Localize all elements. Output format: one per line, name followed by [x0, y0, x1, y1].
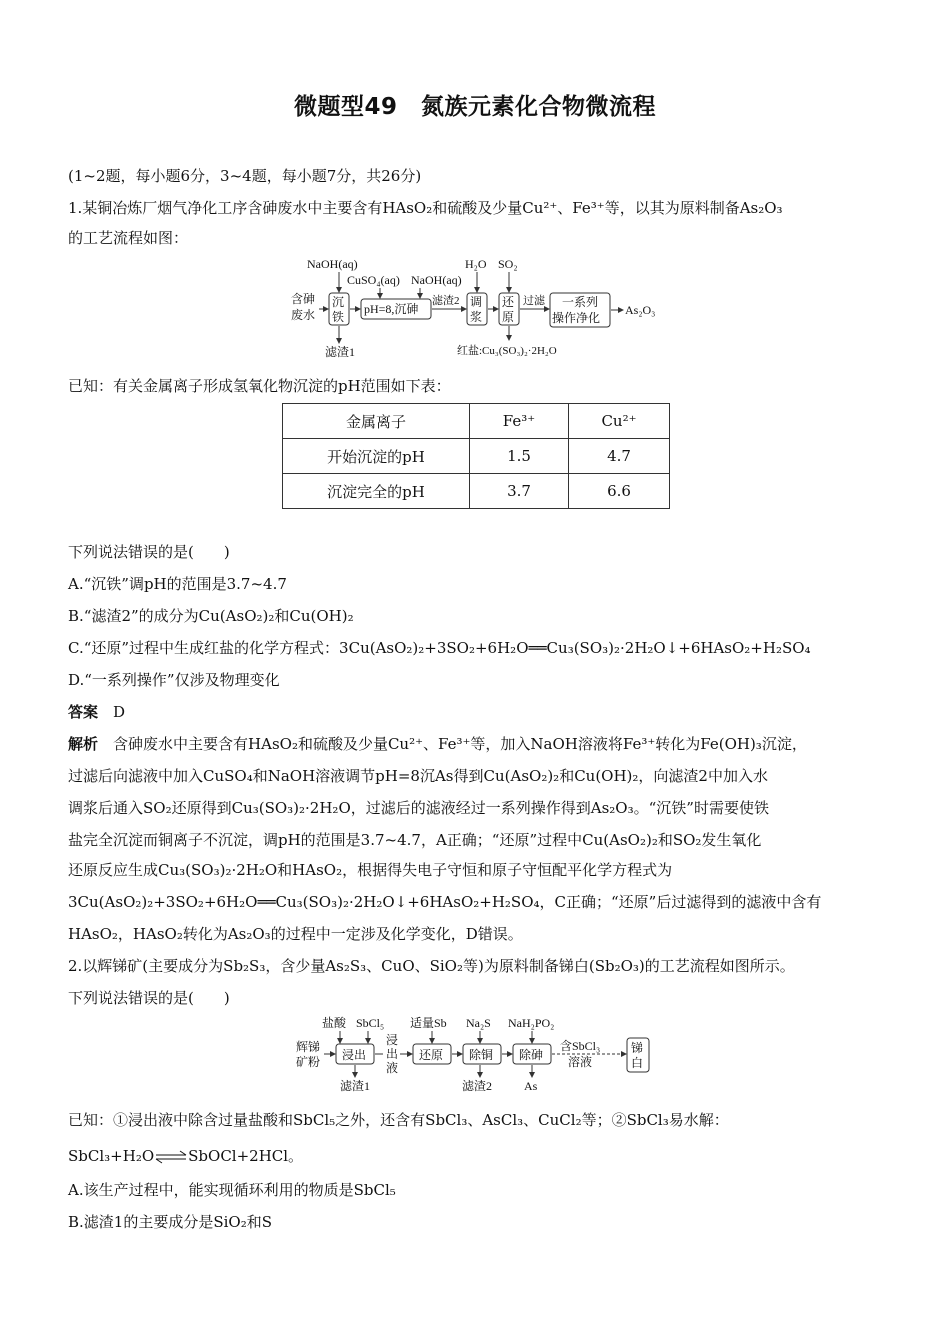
table-cell: 沉淀完全的pH [283, 474, 470, 509]
q2-reagent-sb: 适量Sb [410, 1016, 447, 1030]
q1-analysis-line: 还原反应生成Cu₃(SO₃)₂·2H₂O和HAsO₂，根据得失电子守恒和原子守恒配平化学方程式为 [68, 861, 673, 879]
q2-residue-as: As [524, 1079, 538, 1093]
q2-reagent-na2s: Na₂S [466, 1016, 491, 1030]
q1-reagent-naoh-1: NaOH(aq) [307, 257, 358, 271]
table-cell: 开始沉淀的pH [283, 439, 470, 474]
q2-known-line1: 已知：①浸出液中除含过量盐酸和SbCl₅之外，还含有SbCl₃、AsCl₃、CuCl₂等；②SbCl₃易水解： [68, 1111, 729, 1129]
q1-stem-line1: 1.某铜冶炼厂烟气净化工序含砷废水中主要含有HAsO₂和硫酸及少量Cu²⁺、Fe³⁺等，以其为原料制备As₂O₃ [68, 199, 783, 217]
q2-option-b: B.滤渣1的主要成分是SiO₂和S [68, 1213, 272, 1231]
q1-red-salt: 红盐:Cu₃(SO₃)₂·2H₂O [457, 345, 557, 357]
q2-residue2: 滤渣2 [462, 1079, 493, 1093]
q2-equilibrium-equation [68, 1146, 303, 1166]
q1-box-chentie-1: 沉 [332, 295, 345, 309]
q1-reagent-naoh-2: NaOH(aq) [411, 273, 462, 287]
equilibrium-arrow-icon [154, 1150, 188, 1164]
eq-left: SbCl₃+H₂O [68, 1147, 155, 1165]
q1-product: As₂O₃ [625, 303, 656, 317]
q1-option-a: A.“沉铁”调pH的范围是3.7~4.7 [68, 575, 287, 593]
ph-table [282, 403, 670, 509]
q1-option-d: D.“一系列操作”仅涉及物理变化 [68, 671, 280, 689]
q2-mid-3: 液 [386, 1061, 399, 1075]
q1-box-tiaojiang-1: 调 [470, 295, 483, 309]
q1-analysis-line: 3Cu(AsO₂)₂+3SO₂+6H₂O══Cu₃(SO₃)₂·2H₂O↓+6HAsO₂+H₂SO₄，C正确；“还原”后过滤得到的滤液中含有 [68, 893, 822, 911]
q2-stem-line1: 2.以辉锑矿(主要成分为Sb₂S₃，含少量As₂S₃、CuO、SiO₂等)为原料制备锑白(Sb₂O₃)的工艺流程如图所示。 [68, 957, 795, 975]
q2-mid-sbcl3-1: 含SbCl₃ [560, 1039, 601, 1053]
q1-stem-line2: 的工艺流程如图： [68, 229, 189, 247]
q1-reagent-so2: SO₂ [498, 257, 518, 271]
q1-box-huanyuan-1: 还 [502, 295, 515, 309]
analysis-label: 解析 [68, 735, 99, 753]
score-note: (1~2题，每小题6分，3~4题，每小题7分，共26分) [68, 167, 422, 185]
q2-mid-2: 出 [386, 1047, 399, 1061]
q2-start-2: 矿粉 [296, 1055, 321, 1069]
q2-mid-1: 浸 [386, 1033, 399, 1047]
q1-box-series-2: 操作净化 [552, 311, 601, 325]
page-title: 微题型49 氮族元素化合物微流程 [293, 94, 656, 120]
q1-analysis-line: HAsO₂，HAsO₂转化为As₂O₃的过程中一定涉及化学变化，D错误。 [68, 925, 523, 943]
table-cell: 3.7 [470, 474, 569, 509]
q1-answer [68, 702, 125, 722]
table-cell: 6.6 [569, 474, 670, 509]
q1-box-ph8: pH=8,沉砷 [364, 302, 419, 316]
q2-option-a: A.该生产过程中，能实现循环利用的物质是SbCl₅ [68, 1181, 396, 1199]
table-row [283, 474, 670, 509]
analysis-text: 含砷废水中主要含有HAsO₂和硫酸及少量Cu²⁺、Fe³⁺等，加入NaOH溶液将Fe³⁺转化为Fe(OH)₃沉淀， [113, 735, 807, 753]
q1-analysis-line [68, 734, 807, 754]
q1-analysis-line: 调浆后通入SO₂还原得到Cu₃(SO₃)₂·2H₂O，过滤后的滤液经过一系列操作得到As₂O₃。“沉铁”时需要使铁 [68, 799, 769, 817]
q2-box-remove-cu: 除铜 [469, 1048, 494, 1062]
table-cell: 4.7 [569, 439, 670, 474]
answer-value: D [113, 703, 126, 721]
q2-box-leach: 浸出 [342, 1048, 367, 1062]
q1-reagent-cuso4: CuSO₄(aq) [347, 273, 400, 287]
q1-box-tiaojiang-2: 浆 [470, 310, 483, 324]
q2-residue1: 滤渣1 [340, 1079, 371, 1093]
q1-reagent-h2o: H₂O [465, 257, 487, 271]
q2-box-product-2: 白 [631, 1056, 644, 1070]
q1-box-chentie-2: 铁 [332, 310, 345, 324]
q1-ask: 下列说法错误的是( ) [68, 543, 230, 561]
table-header-cell: Fe³⁺ [470, 404, 569, 439]
q1-option-b: B.“滤渣2”的成分为Cu(AsO₂)₂和Cu(OH)₂ [68, 607, 354, 625]
table-row [283, 439, 670, 474]
q2-box-remove-as: 除砷 [519, 1048, 544, 1062]
q2-stem-line2: 下列说法错误的是( ) [68, 989, 230, 1007]
table-cell: 1.5 [470, 439, 569, 474]
q2-reagent-hcl: 盐酸 [322, 1016, 347, 1030]
q2-mid-sbcl3-2: 溶液 [568, 1055, 593, 1069]
q1-option-c: C.“还原”过程中生成红盐的化学方程式：3Cu(AsO₂)₂+3SO₂+6H₂O══Cu₃(SO₃)₂·2H₂O↓+6HAsO₂+H₂SO₄ [68, 639, 811, 657]
q1-residue1: 滤渣1 [325, 345, 356, 359]
q1-box-series-1: 一系列 [562, 295, 599, 309]
q2-reagent-sbcl5: SbCl₅ [356, 1016, 385, 1030]
table-header-cell: 金属离子 [283, 404, 470, 439]
q2-start-1: 辉锑 [296, 1040, 321, 1054]
q2-flow-diagram [290, 1014, 660, 1096]
q2-box-product-1: 锑 [631, 1041, 644, 1055]
q1-start-1: 含砷 [291, 292, 316, 306]
q1-analysis-line: 过滤后向滤液中加入CuSO₄和NaOH溶液调节pH=8沉As得到Cu(AsO₂)₂和Cu(OH)₂，向滤渣2中加入水 [68, 767, 768, 785]
q1-analysis-line: 盐完全沉淀而铜离子不沉淀，调pH的范围是3.7~4.7，A正确；“还原”过程中Cu(AsO₂)₂和SO₂发生氧化 [68, 831, 762, 849]
q1-flow-diagram [285, 255, 665, 363]
q1-filtrate2: 滤渣2 [432, 295, 460, 307]
eq-right: SbOCl+2HCl。 [188, 1147, 304, 1165]
table-header-cell: Cu²⁺ [569, 404, 670, 439]
answer-label: 答案 [68, 703, 99, 721]
q1-box-huanyuan-2: 原 [502, 310, 515, 324]
q1-filter-label: 过滤 [523, 295, 545, 307]
q2-reagent-nah2po2: NaH₂PO₂ [508, 1016, 555, 1030]
q1-start-2: 废水 [291, 308, 316, 322]
q1-known: 已知：有关金属离子形成氢氧化物沉淀的pH范围如下表： [68, 377, 451, 395]
table-header-row [283, 404, 670, 439]
q2-box-reduce: 还原 [419, 1048, 444, 1062]
